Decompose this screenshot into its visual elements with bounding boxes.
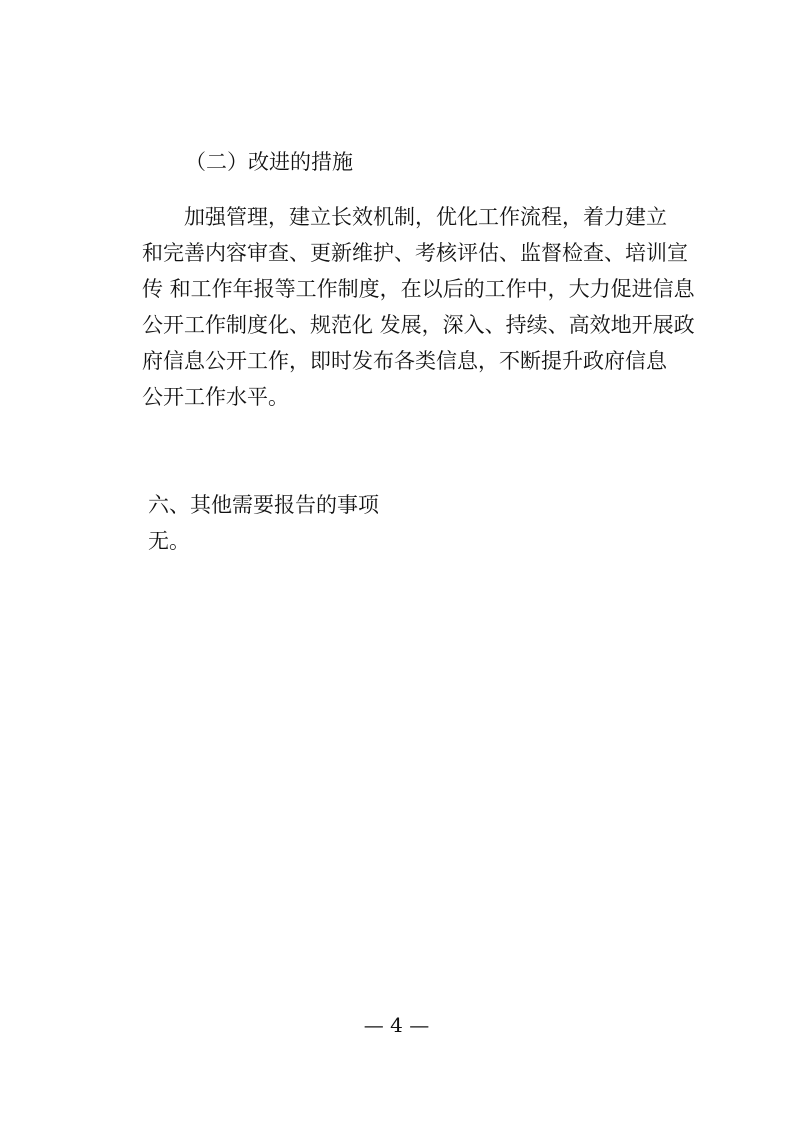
subheading-improvement-measures: （二）改进的措施 (185, 150, 353, 174)
paragraph-line: 和完善内容审查、更新维护、考核评估、监督检查、培训宣 (142, 241, 688, 265)
page-number: — 4 — (363, 1013, 430, 1037)
section-heading-other-matters: 六、其他需要报告的事项 (148, 493, 379, 517)
paragraph-line: 加强管理，建立长效机制，优化工作流程，着力建立 (184, 205, 667, 229)
paragraph-line: 公开工作水平。 (142, 385, 289, 409)
paragraph-line: 府信息公开工作，即时发布各类信息，不断提升政府信息 (142, 349, 667, 373)
section-body-other-matters: 无。 (148, 529, 190, 553)
paragraph-line: 传 和工作年报等工作制度，在以后的工作中，大力促进信息 (142, 277, 695, 301)
paragraph-line: 公开工作制度化、规范化 发展，深入、持续、高效地开展政 (142, 313, 695, 337)
paragraph-improvement-measures (142, 199, 695, 415)
